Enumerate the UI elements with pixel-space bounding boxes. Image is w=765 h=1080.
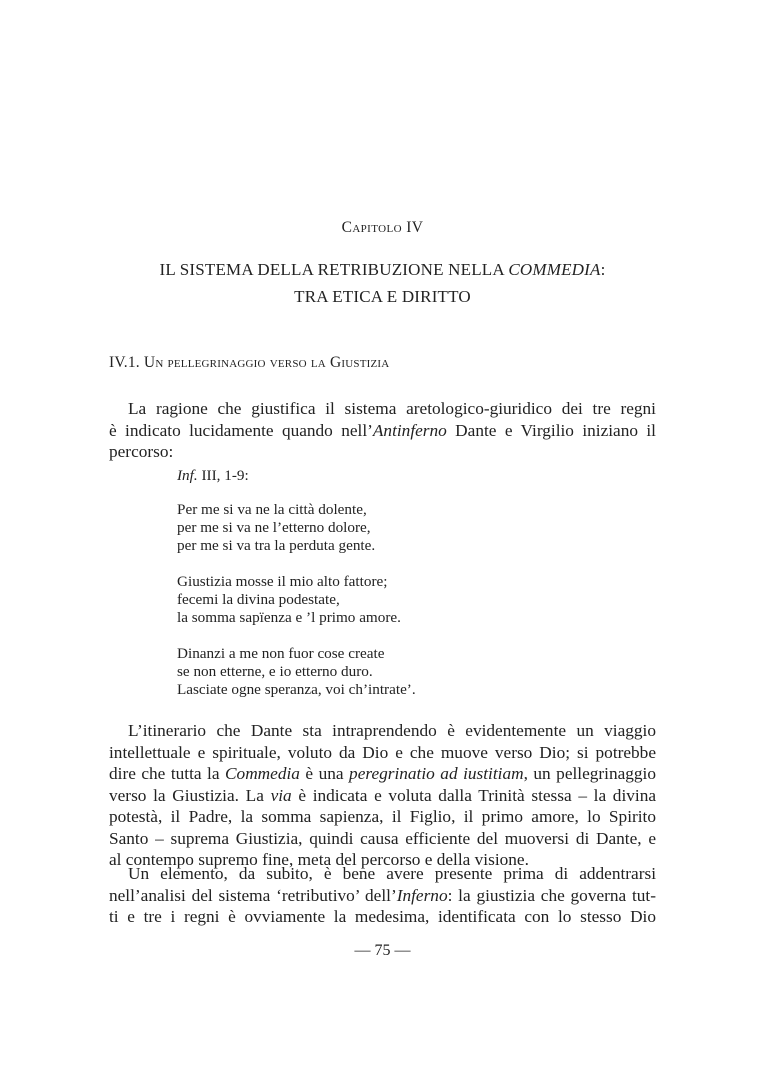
stanza-1 xyxy=(177,501,577,555)
para3-line-1: Un elemento, da subito, è bene avere presente prima di addentrarsi xyxy=(128,864,656,883)
para2-line-2: intellettuale e spirituale, voluto da Dio e che muove verso Dio; si potrebbe xyxy=(109,742,656,762)
chapter-title-line-2: TRA ETICA E DIRITTO xyxy=(294,287,471,306)
page-number: — 75 — xyxy=(354,942,411,959)
italic-peregrinatio: peregrinatio ad iustitiam xyxy=(349,764,524,783)
chapter-title-line-1 xyxy=(0,256,765,283)
verse-line: Lasciate ogne speranza, voi ch’intrate’. xyxy=(177,681,416,698)
verse-line: Giustizia mosse il mio alto fattore; xyxy=(177,573,388,590)
title-text: IL SISTEMA DELLA RETRIBUZIONE NELLA xyxy=(159,260,509,279)
quote-ref-inf: Inf. xyxy=(177,467,198,484)
italic-antinferno: Antinferno xyxy=(372,420,447,440)
verse-line: la somma sapïenza e ’l primo amore. xyxy=(177,609,401,626)
chapter-title xyxy=(0,256,765,310)
para2-line-3 xyxy=(109,763,656,785)
title-italic-commedia: COMMEDIA xyxy=(508,260,601,279)
para2-line-7: al contempo supremo fine, meta del percorso e della visione. xyxy=(109,850,529,869)
stanza-3 xyxy=(177,645,577,699)
verse-line: per me si va ne l’etterno dolore, xyxy=(177,519,371,536)
text-run: nell’analisi del sistema ‘retributivo’ dell’ xyxy=(109,885,397,905)
text-run: è indicata e voluta dalla Trinità stessa – la divina xyxy=(291,785,657,805)
text-run: Dante e Virgilio iniziano il xyxy=(446,420,656,440)
verse-line: fecemi la divina podestate, xyxy=(177,591,340,608)
paragraph-3 xyxy=(109,863,656,928)
text-run: verso la Giustizia. La xyxy=(109,785,271,805)
verse-line: Per me si va ne la città dolente, xyxy=(177,501,367,518)
italic-via: via xyxy=(270,785,292,805)
title-colon: : xyxy=(600,260,606,279)
text-run: è una xyxy=(299,764,350,783)
text-run: è indicato lucidamente quando nell’ xyxy=(109,420,373,440)
text-run: dire che tutta la xyxy=(109,764,226,783)
italic-commedia: Commedia xyxy=(225,764,300,783)
chapter-label: Capitolo IV xyxy=(341,219,424,236)
verse-quotation xyxy=(177,467,577,717)
verse-line: Dinanzi a me non fuor cose create xyxy=(177,645,385,662)
stanza-2 xyxy=(177,573,577,627)
paragraph-2 xyxy=(109,720,656,871)
quote-ref-verses: III, 1-9: xyxy=(197,467,249,484)
para2-line-6: Santo – suprema Giustizia, quindi causa efficiente del muoversi di Dante, e xyxy=(109,828,656,848)
verse-line: per me si va tra la perduta gente. xyxy=(177,537,376,554)
italic-inferno: Inferno xyxy=(396,885,448,905)
section-heading: IV.1. Un pellegrinaggio verso la Giustizia xyxy=(109,354,390,371)
verse-line: se non etterne, e io etterno duro. xyxy=(177,663,373,680)
quote-reference xyxy=(177,467,577,485)
para1-line-2 xyxy=(109,420,656,442)
para2-line-1: L’itinerario che Dante sta intraprendendo è evidentemente un viaggio xyxy=(128,721,656,740)
paragraph-1 xyxy=(109,398,656,463)
para3-line-2 xyxy=(109,885,656,907)
para2-line-5: potestà, il Padre, la somma sapienza, il Figlio, il primo amore, lo Spirito xyxy=(109,807,656,826)
para3-line-3: ti e tre i regni è ovviamente la medesima, identificata con lo stesso Dio xyxy=(109,907,656,926)
text-run: : la giustizia che governa tut- xyxy=(447,885,656,905)
para1-line-3: percorso: xyxy=(109,442,174,461)
text-run: , un pellegrinaggio xyxy=(523,764,656,783)
para2-line-4 xyxy=(109,785,656,807)
para1-line-1: La ragione che giustifica il sistema aretologico-giuridico dei tre regni xyxy=(128,399,656,418)
